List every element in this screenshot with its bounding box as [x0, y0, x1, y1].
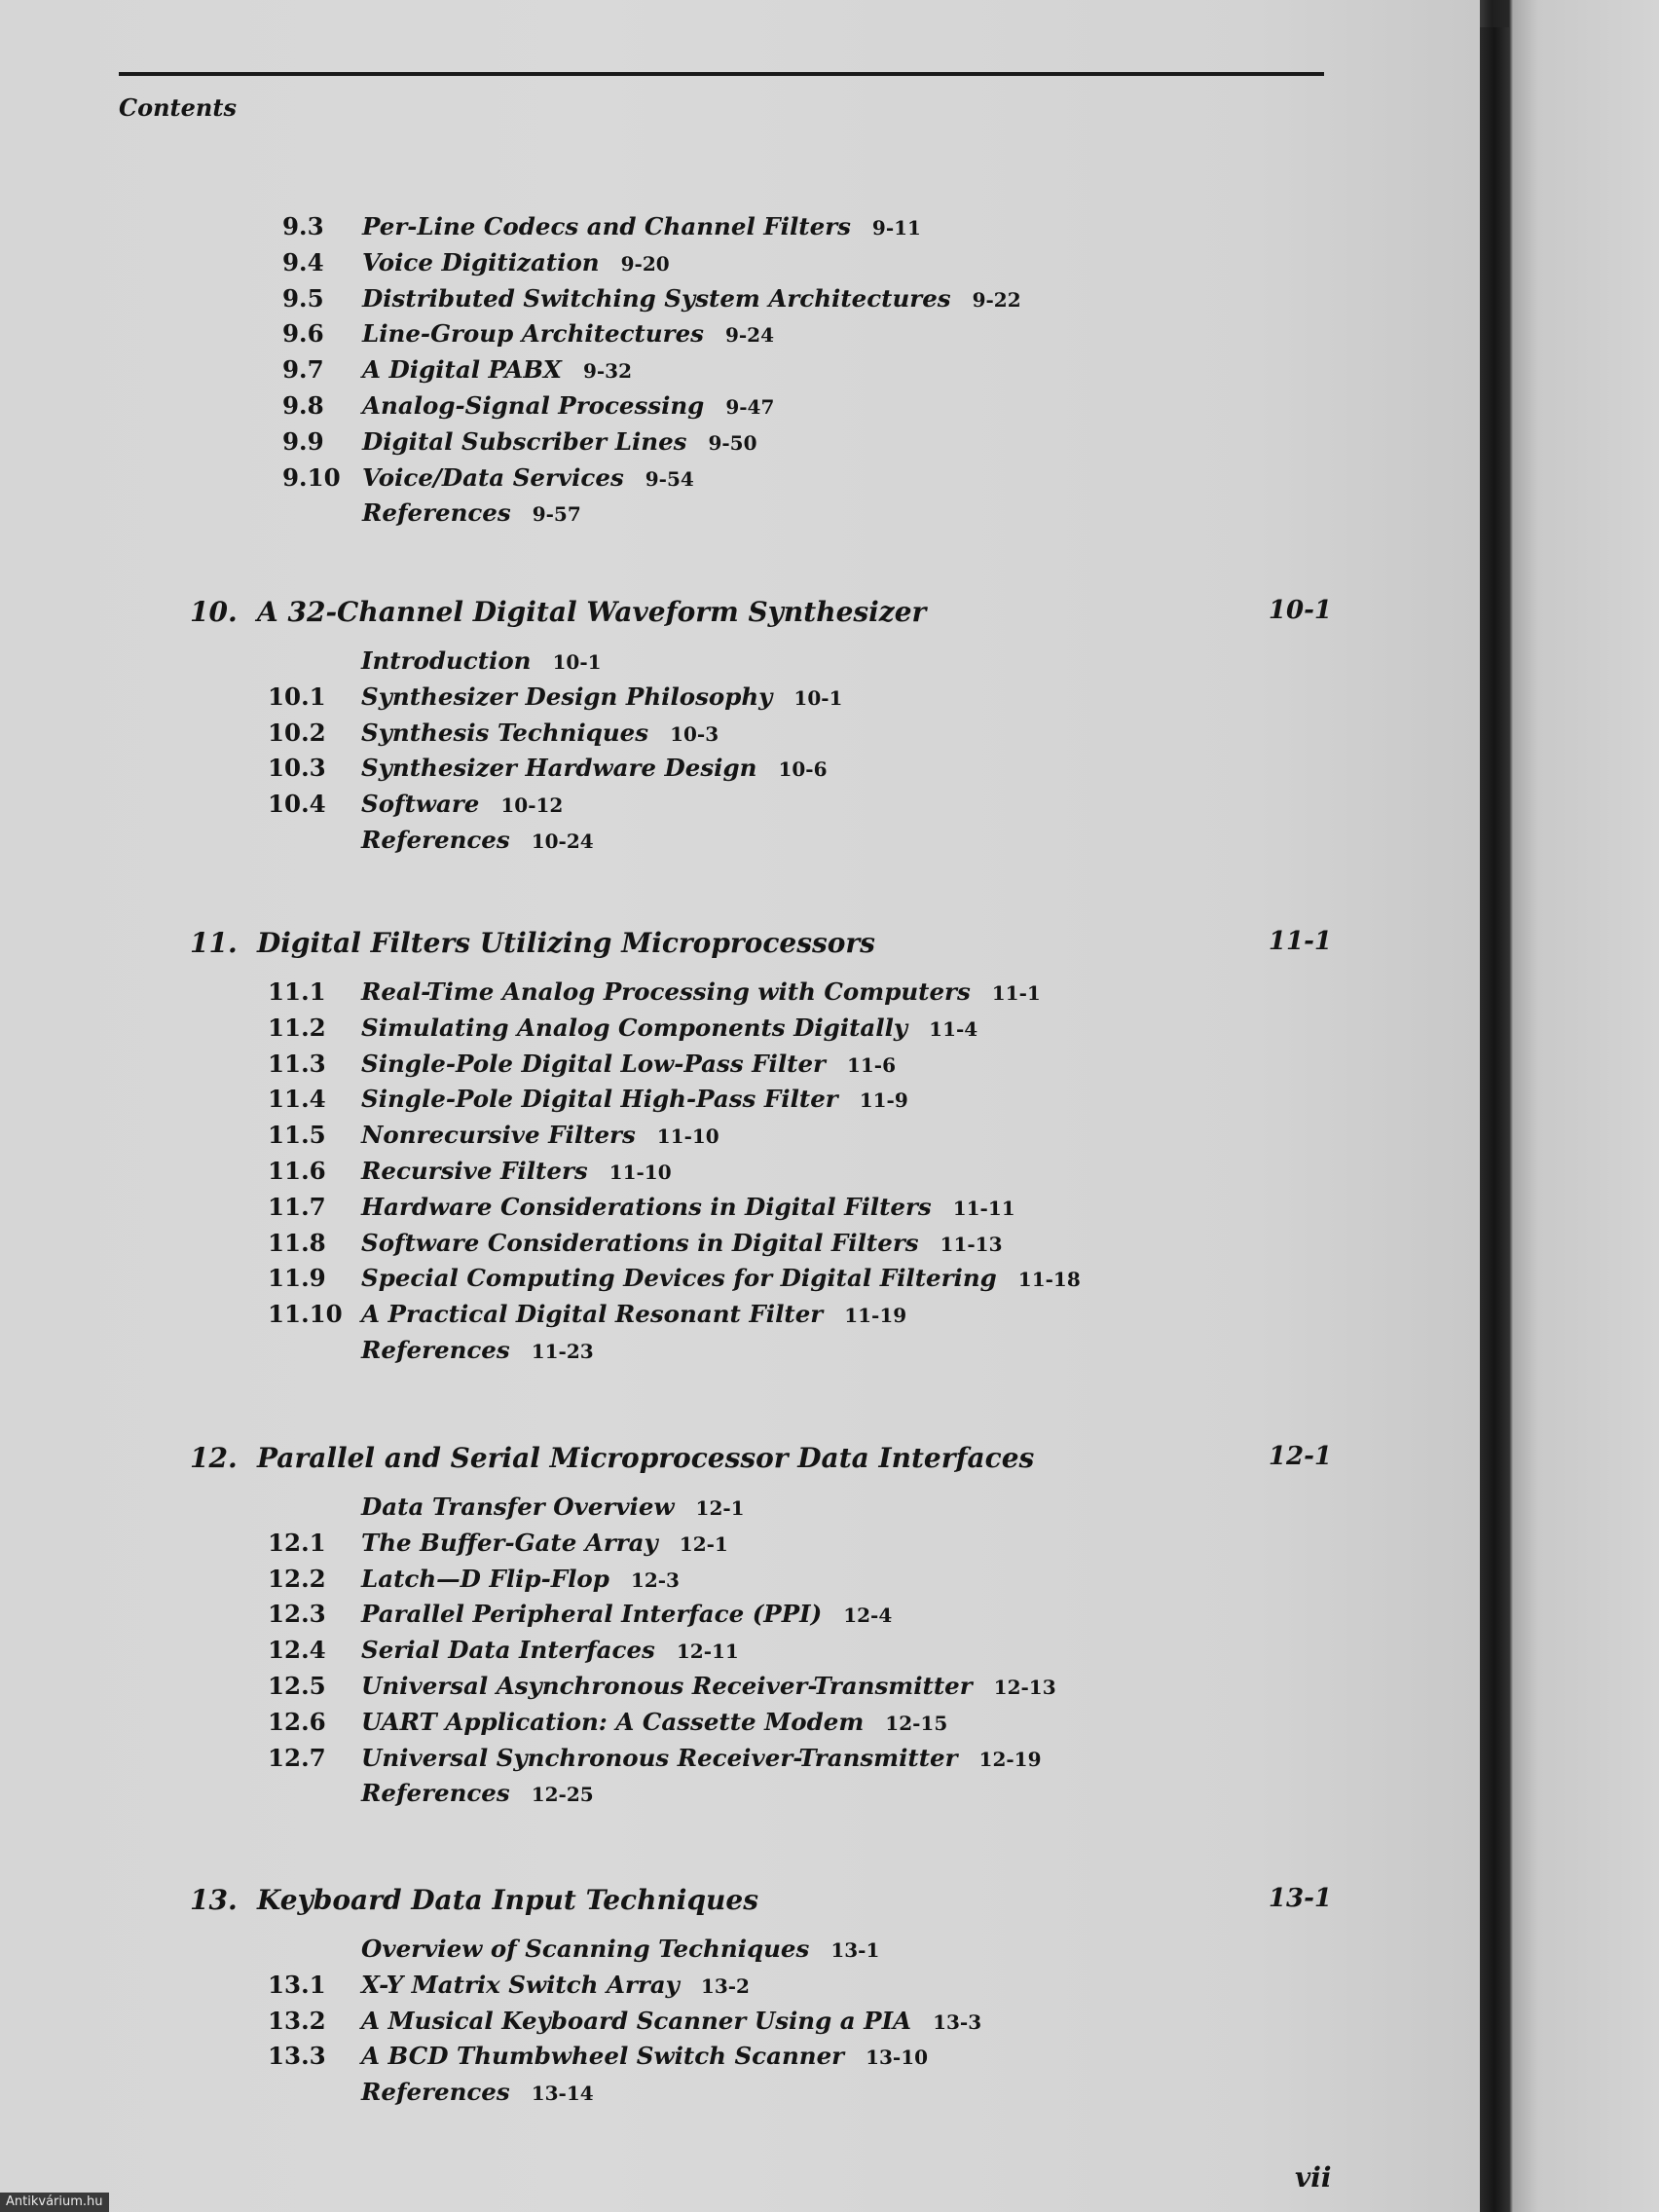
section-page: 11-9: [859, 1088, 908, 1113]
section-page: 9-47: [725, 394, 775, 419]
toc-entry[interactable]: [0, 1600, 1480, 1636]
section-title: [361, 1565, 680, 1593]
section-page: 12-1: [695, 1496, 745, 1520]
chapter-heading[interactable]: [0, 1442, 1480, 1491]
section-number: 12.6: [268, 1707, 326, 1736]
section-title-text: Real-Time Analog Processing with Computers: [361, 977, 971, 1006]
section-title-text: Introduction: [361, 646, 532, 675]
section-number: 9.5: [282, 283, 324, 313]
section-title-text: Special Computing Devices for Digital Filtering: [361, 1264, 997, 1293]
section-title: [362, 355, 632, 384]
section-page: 9-57: [532, 502, 581, 527]
toc-entry[interactable]: [0, 1050, 1480, 1086]
chapter-number: 12.: [190, 1442, 238, 1474]
chapter-number: 11.: [190, 927, 238, 959]
section-title: [361, 719, 719, 747]
section-title: [362, 427, 757, 456]
toc-entry[interactable]: [0, 977, 1480, 1014]
section-page: 13-3: [933, 2009, 982, 2034]
section-number: 11.7: [268, 1192, 326, 1221]
section-title-text: Synthesis Techniques: [361, 718, 649, 747]
section-title: [361, 1672, 1056, 1700]
chapter-block: [0, 927, 1480, 1372]
section-number: 11.1: [268, 977, 326, 1006]
toc-entry[interactable]: [0, 1014, 1480, 1050]
section-title-text: Software Considerations in Digital Filters: [361, 1228, 919, 1257]
section-title-text: Simulating Analog Components Digitally: [361, 1013, 908, 1042]
section-title: [362, 212, 921, 240]
section-number: 13.3: [268, 2042, 326, 2071]
section-title: [361, 2007, 981, 2035]
section-page: 11-1: [991, 981, 1041, 1005]
toc-entry[interactable]: [0, 212, 1480, 248]
toc-entry[interactable]: [0, 284, 1480, 320]
section-title-text: Overview of Scanning Techniques: [361, 1935, 810, 1963]
section-title-text: References: [361, 1335, 510, 1364]
section-number: 12.1: [268, 1528, 326, 1557]
section-number: 12.7: [268, 1743, 326, 1772]
toc-entry[interactable]: [0, 463, 1480, 499]
section-title-text: Voice/Data Services: [362, 462, 624, 492]
chapter-heading[interactable]: [0, 596, 1480, 645]
toc-entry[interactable]: [0, 1085, 1480, 1121]
section-number: 12.3: [268, 1600, 326, 1629]
section-number: 9.10: [282, 462, 341, 492]
toc-entry[interactable]: [0, 1744, 1480, 1780]
section-title: [361, 754, 828, 782]
section-number: 11.6: [268, 1156, 326, 1185]
section-number: 9.9: [282, 426, 324, 456]
section-number: 12.2: [268, 1564, 326, 1593]
section-page: 9-11: [871, 216, 921, 240]
section-title: [361, 826, 594, 854]
watermark: Antikvárium.hu: [0, 2193, 109, 2212]
section-title: [361, 1935, 879, 1963]
section-title-text: Latch—D Flip-Flop: [361, 1564, 609, 1593]
section-title-text: References: [361, 2078, 510, 2107]
toc-entry[interactable]: [0, 1672, 1480, 1708]
section-title-text: Digital Subscriber Lines: [362, 426, 687, 456]
section-title-text: Single-Pole Digital Low-Pass Filter: [361, 1049, 826, 1078]
toc-entry[interactable]: [0, 248, 1480, 284]
toc-entry[interactable]: [0, 1193, 1480, 1229]
section-page: 12-4: [843, 1604, 893, 1628]
section-title-text: Universal Synchronous Receiver-Transmitter: [361, 1743, 958, 1772]
section-title-text: Voice Digitization: [362, 247, 600, 276]
section-page: 9-32: [582, 359, 632, 384]
toc-entry[interactable]: [0, 1264, 1480, 1300]
section-page: 11-6: [846, 1052, 897, 1077]
section-title: [361, 977, 1041, 1006]
toc-entry[interactable]: [0, 498, 1480, 535]
toc-entry[interactable]: [0, 2007, 1480, 2043]
section-page: 9-54: [645, 466, 694, 491]
section-title: [361, 1744, 1042, 1772]
section-number: 13.2: [268, 2006, 326, 2035]
section-page: 9-22: [972, 287, 1021, 312]
section-page: 10-12: [500, 793, 564, 818]
section-title-text: Synthesizer Design Philosophy: [361, 682, 773, 711]
section-title-text: Per-Line Codecs and Channel Filters: [362, 212, 851, 240]
section-title-text: References: [361, 825, 510, 854]
chapter-page: 11-1: [1268, 927, 1332, 956]
section-number: 11.10: [268, 1300, 343, 1329]
section-title-text: Hardware Considerations in Digital Filters: [361, 1192, 932, 1221]
section-title: [361, 1636, 739, 1664]
section-number: 12.5: [268, 1671, 326, 1700]
section-number: 11.8: [268, 1228, 326, 1257]
section-title-text: Recursive Filters: [361, 1156, 588, 1185]
section-title: [361, 1193, 1015, 1221]
toc-entry[interactable]: [0, 790, 1480, 826]
section-title: [361, 790, 563, 818]
section-title: [361, 682, 842, 711]
section-number: 9.7: [282, 355, 324, 385]
section-number: 9.8: [282, 390, 324, 420]
toc-entry[interactable]: [0, 391, 1480, 427]
section-page: 11-11: [952, 1196, 1015, 1220]
chapter-number: 13.: [190, 1884, 238, 1916]
section-number: 12.4: [268, 1636, 326, 1665]
section-title: [361, 1529, 728, 1557]
toc-entry[interactable]: [0, 754, 1480, 790]
section-title-text: References: [361, 1779, 510, 1808]
section-title-text: A Practical Digital Resonant Filter: [361, 1300, 824, 1329]
section-page: 11-19: [844, 1304, 907, 1328]
toc-entry[interactable]: [0, 1300, 1480, 1336]
section-page: 12-11: [676, 1640, 739, 1664]
section-title: [362, 248, 670, 276]
section-page: 12-25: [531, 1783, 594, 1807]
section-title: [361, 1300, 906, 1328]
section-title: [361, 1600, 892, 1628]
section-title-text: Data Transfer Overview: [361, 1493, 675, 1521]
toc-entry[interactable]: [0, 1336, 1480, 1372]
section-page: 13-2: [700, 1973, 750, 1998]
section-number: 11.5: [268, 1121, 326, 1150]
toc-entry[interactable]: [0, 1529, 1480, 1565]
section-page: 11-10: [656, 1124, 719, 1149]
section-title: [362, 391, 774, 420]
section-number: 13.1: [268, 1970, 326, 1999]
section-title: [362, 498, 581, 527]
toc-entry[interactable]: [0, 1935, 1480, 1971]
section-page: 9-50: [708, 430, 757, 455]
section-number: 10.3: [268, 754, 326, 783]
section-number: 10.1: [268, 682, 326, 711]
section-title-text: UART Application: A Cassette Modem: [361, 1707, 865, 1736]
chapter-title: Keyboard Data Input Techniques: [257, 1884, 758, 1916]
section-page: 9-20: [620, 251, 670, 276]
section-title: [361, 1050, 896, 1078]
section-title: [361, 1971, 750, 1999]
section-title-text: Analog-Signal Processing: [362, 390, 705, 420]
section-title-text: A BCD Thumbwheel Switch Scanner: [361, 2042, 845, 2071]
toc-entry[interactable]: [0, 1157, 1480, 1193]
chapter-number: 10.: [190, 596, 238, 628]
section-page: 11-18: [1017, 1268, 1081, 1292]
chapter-block: [0, 596, 1480, 862]
section-title-text: Distributed Switching System Architectures: [362, 283, 951, 313]
section-number: 10.2: [268, 718, 326, 747]
header-rule: [119, 72, 1324, 76]
section-page: 10-24: [531, 829, 594, 853]
toc-entry[interactable]: [0, 1121, 1480, 1157]
section-number: 9.4: [282, 247, 324, 276]
section-page: 12-13: [993, 1675, 1056, 1699]
section-page: 10-1: [552, 650, 602, 674]
section-title-text: A Digital PABX: [362, 355, 562, 385]
section-page: 12-3: [630, 1567, 680, 1592]
section-page: 12-15: [885, 1711, 948, 1735]
toc-entry[interactable]: [0, 1493, 1480, 1529]
section-page: 9-24: [724, 323, 775, 348]
section-page: 10-1: [793, 685, 843, 710]
section-title: [361, 1336, 594, 1364]
section-title-text: Software: [361, 790, 480, 819]
section-number: 9.6: [282, 319, 324, 349]
section-title: [361, 1014, 977, 1042]
section-title-text: X-Y Matrix Switch Array: [361, 1970, 680, 1999]
section-page: 10-6: [778, 757, 828, 782]
toc-entry[interactable]: [0, 1971, 1480, 2007]
section-title-text: Single-Pole Digital High-Pass Filter: [361, 1085, 838, 1114]
section-number: 11.3: [268, 1049, 326, 1078]
section-title: [361, 1264, 1081, 1292]
section-title: [361, 1229, 1003, 1257]
chapter-page: 13-1: [1268, 1884, 1332, 1913]
section-number: 11.4: [268, 1085, 326, 1114]
section-title: [362, 319, 774, 348]
section-title: [361, 1779, 594, 1807]
section-title: [361, 646, 602, 675]
chapter-title: Parallel and Serial Microprocessor Data Interfaces: [257, 1442, 1035, 1474]
toc-entry[interactable]: [0, 427, 1480, 463]
toc-entry[interactable]: [0, 1779, 1480, 1815]
chapter-title: Digital Filters Utilizing Microprocessors: [257, 927, 875, 959]
section-title-text: Universal Asynchronous Receiver-Transmitter: [361, 1671, 973, 1700]
section-page: 10-3: [670, 721, 719, 746]
section-title: [362, 284, 1021, 313]
chapter-page: 12-1: [1268, 1442, 1332, 1471]
section-page: 11-13: [940, 1232, 1003, 1256]
running-header: Contents: [119, 93, 237, 122]
section-title-text: A Musical Keyboard Scanner Using a PIA: [361, 2006, 912, 2035]
toc-entry[interactable]: [0, 2042, 1480, 2078]
toc-entry[interactable]: [0, 1708, 1480, 1744]
section-title-text: Synthesizer Hardware Design: [361, 754, 757, 783]
section-page: 13-14: [531, 2082, 594, 2106]
section-title: [361, 1708, 947, 1736]
section-page: 12-19: [978, 1747, 1042, 1771]
toc-entry[interactable]: [0, 1229, 1480, 1265]
chapter-title: A 32-Channel Digital Waveform Synthesizer: [257, 596, 927, 628]
section-title-text: The Buffer-Gate Array: [361, 1528, 658, 1557]
chapter-page: 10-1: [1268, 596, 1332, 625]
section-title: [362, 463, 694, 492]
toc-entry[interactable]: [0, 1636, 1480, 1672]
page-number: vii: [1295, 2161, 1332, 2194]
toc-entry[interactable]: [0, 719, 1480, 755]
section-title: [361, 2078, 594, 2106]
section-title: [361, 1157, 672, 1185]
chapter-block: [0, 212, 1480, 535]
section-page: 11-23: [531, 1339, 594, 1363]
book-cover-edge: [1480, 27, 1509, 2212]
section-title: [361, 1121, 719, 1149]
section-title-text: Nonrecursive Filters: [361, 1121, 636, 1150]
section-page: 13-10: [866, 2046, 929, 2070]
toc-entry[interactable]: [0, 1565, 1480, 1601]
chapter-block: [0, 1884, 1480, 2114]
chapter-heading[interactable]: [0, 927, 1480, 976]
toc-entry[interactable]: [0, 319, 1480, 355]
section-page: 13-1: [830, 1938, 880, 1962]
section-title: [361, 1085, 908, 1113]
toc-entry[interactable]: [0, 826, 1480, 862]
section-title: [361, 1493, 745, 1521]
section-title: [361, 2042, 928, 2070]
section-page: 11-4: [929, 1016, 978, 1041]
section-number: 10.4: [268, 790, 326, 819]
section-number: 11.9: [268, 1264, 326, 1293]
section-title-text: Parallel Peripheral Interface (PPI): [361, 1600, 823, 1629]
section-number: 11.2: [268, 1013, 326, 1042]
section-title-text: Line-Group Architectures: [362, 319, 704, 349]
section-page: 12-1: [679, 1531, 728, 1556]
section-page: 11-10: [608, 1160, 672, 1184]
chapter-block: [0, 1442, 1480, 1815]
chapter-heading[interactable]: [0, 1884, 1480, 1933]
section-title-text: Serial Data Interfaces: [361, 1636, 655, 1665]
section-title-text: References: [362, 498, 511, 528]
toc-entry[interactable]: [0, 2078, 1480, 2114]
toc-entry[interactable]: [0, 682, 1480, 719]
toc-entry[interactable]: [0, 355, 1480, 391]
toc-entry[interactable]: [0, 646, 1480, 682]
section-number: 9.3: [282, 212, 324, 240]
